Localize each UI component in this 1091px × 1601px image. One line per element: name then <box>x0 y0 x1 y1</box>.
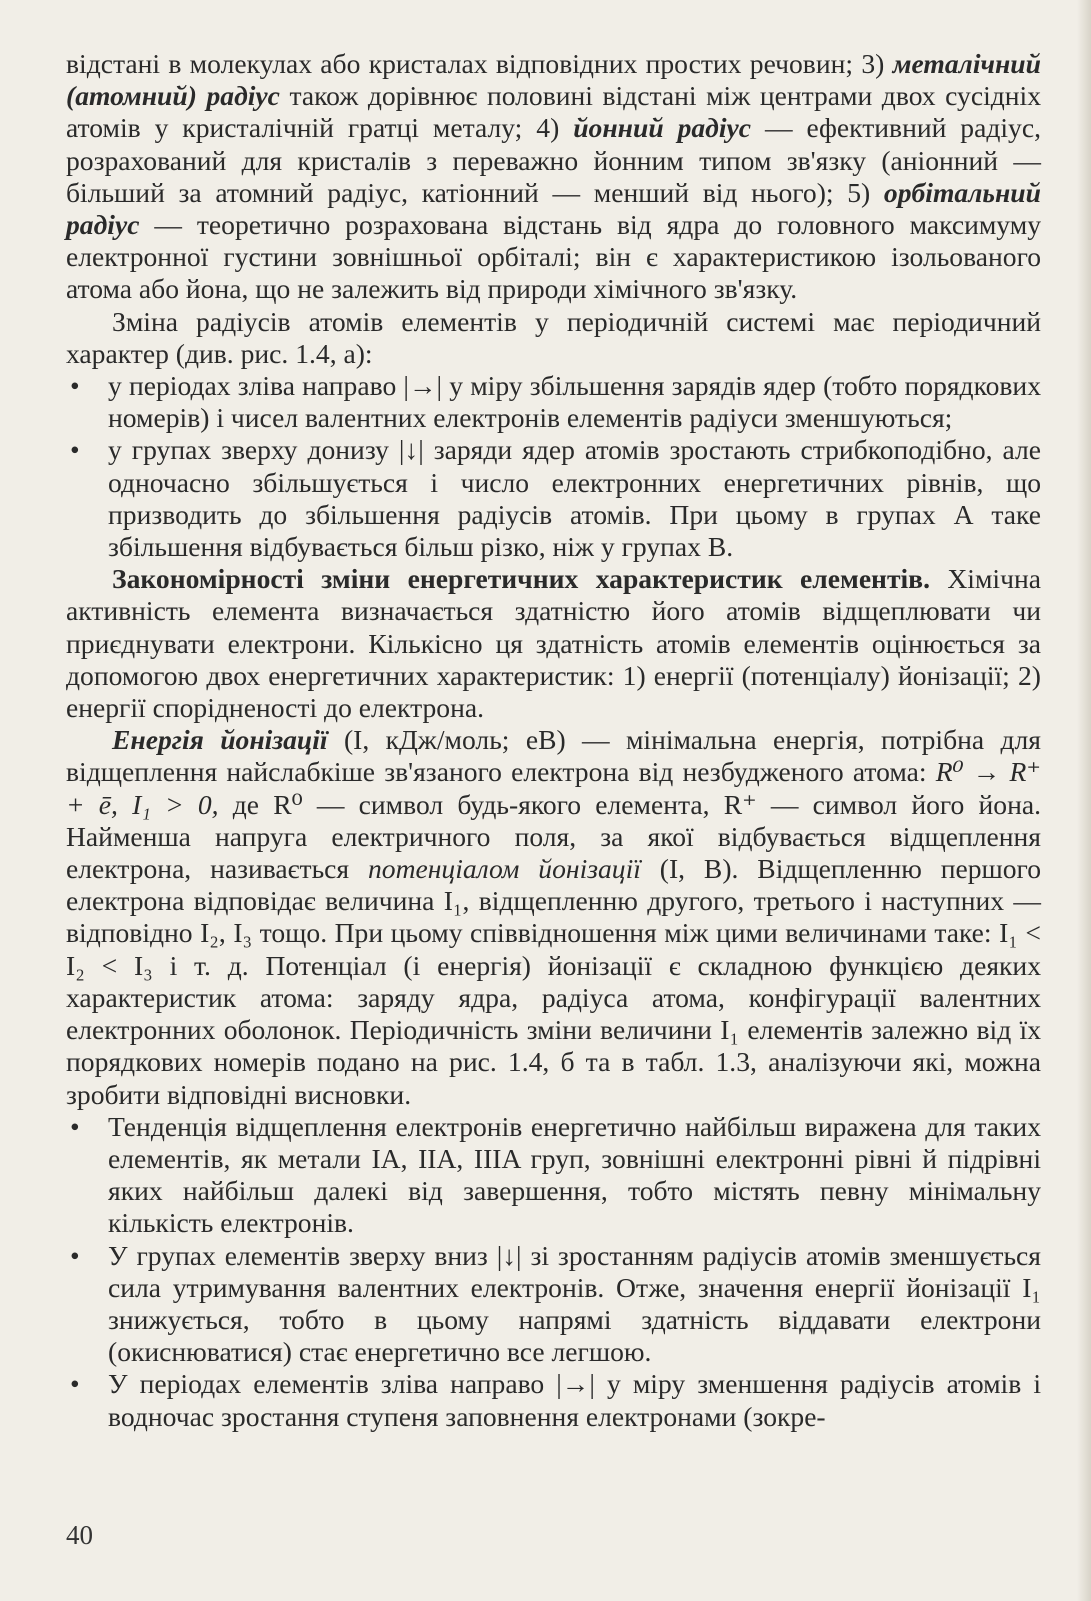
text-span: відстані в молекулах або кристалах відповідних простих речовин; 3) <box>66 48 893 79</box>
bullet-list-radii <box>66 370 1041 563</box>
text-span: також дорівнює половині відстані між центрами двох сусідніх атомів у кристалічній гратці металу; 4) <box>66 80 1042 144</box>
term-ionization-energy: Енергія йонізації <box>112 724 328 756</box>
list-item-text: Тенденція відщеплення електронів енергетично найбільш виражена для таких елементів, як метали IA, IIA, IIIA груп, зовнішні електронні рівні й підрівні яких найбільш далекі від завершення, тобто містять певну мінімальну кількість електронів. <box>108 1110 1041 1239</box>
paragraph-ionization-energy <box>66 724 1041 1110</box>
bullet-icon: • <box>70 1368 80 1400</box>
list-item <box>66 1368 1041 1432</box>
term-metallic-radius: металічний (атомний) радіус <box>66 48 1041 112</box>
term-ionic-radius: йонний радіус <box>573 112 752 144</box>
text-span: (I, В). Відщепленню першого електрона відповідає величина I₁, відщепленню другого, третього і наступних — відповідно I₂, I₃ тощо. При цьому співвідношення між цими величинами таке: I₁ < I₂ < I₃ і т. д. Потенціал (і енергія) йонізації є складною функцією деяких характеристик атома: заряду ядра, радіуса атома, конфігурації валентних електронних оболонок. Періодичність зміни величини I₁ елементів залежно від їх порядкових номерів подано на рис. 1.4, б та в табл. 1.3, аналізуючи які, можна зробити відповідні висновки. <box>66 853 1041 1110</box>
list-item-text: У групах елементів зверху вниз |↓| зі зростанням радіусів атомів зменшується сила утримування валентних електронів. Отже, значення енергії йонізації I₁ знижується, тобто в цьому напрямі здатність віддавати електрони (окиснюватися) стає енергетично все легшою. <box>108 1239 1041 1368</box>
bullet-icon: • <box>70 370 80 402</box>
list-item <box>66 370 1041 434</box>
section-heading: Закономірності зміни енергетичних характеристик елементів. <box>112 563 930 595</box>
list-item <box>66 1240 1041 1369</box>
bullet-list-conclusions <box>66 1111 1041 1433</box>
list-item <box>66 434 1041 563</box>
text-span: Хімічна активність елемента визначається здатністю його атомів відщеплювати чи приєднувати електрони. Кількісно ця здатність атомів елементів оцінюється за допомогою двох енергетичних характеристик: 1) енергії (потенціалу) йонізації; 2) енергії спорідненості до електрона. <box>66 563 1041 724</box>
bullet-icon: • <box>70 1110 80 1142</box>
paragraph-radii-types <box>66 48 1041 306</box>
ionization-formula: R⁰ → R⁺ + ē, I₁ > 0, <box>66 756 1041 820</box>
text-span: — ефективний радіус, розрахований для кристалів з переважно йонним типом зв'язку (аніонний — більший за атомний радіус, катіонний — менший від нього); 5) <box>66 112 1041 208</box>
list-item <box>66 1111 1041 1240</box>
page-body <box>66 48 1041 1433</box>
bullet-icon: • <box>70 1239 80 1271</box>
text-span: де R⁰ — символ будь-якого елемента, R⁺ — символ його йона. Найменша напруга електричного поля, за якої відбувається відщеплення електрона, називається <box>66 788 1041 885</box>
list-item-text: у періодах зліва направо |→| у міру збільшення зарядів ядер (тобто порядкових номерів) і чисел валентних електронів елементів радіуси зменшуються; <box>108 370 1041 434</box>
text-span: (I, кДж/моль; еВ) — мінімальна енергія, потрібна для відщеплення найслабкіше зв'язаного електрона від незбудженого атома: <box>66 724 1042 788</box>
bullet-icon: • <box>70 434 80 466</box>
term-orbital-radius: орбітальний радіус <box>66 176 1041 241</box>
page-edge-shadow <box>1077 0 1091 1601</box>
list-item-text: у групах зверху донизу |↓| заряди ядер атомів зростають стрибкоподібно, але одночасно збільшується і число електронних енергетичних рівнів, що призводить до збільшення радіусів атомів. При цьому в групах А таке збільшення відбувається більш різко, ніж у групах В. <box>108 434 1041 563</box>
text-span: — теоретично розрахована відстань від ядра до головного максимуму електронної густини зовнішньої орбіталі; він є характеристикою ізольованого атома або йона, що не залежить від природи хімічного зв'язку. <box>66 209 1041 305</box>
term-ionization-potential: потенціалом йонізації <box>367 853 641 885</box>
page-number: 40 <box>66 1520 93 1550</box>
list-item-text: У періодах елементів зліва направо |→| у міру зменшення радіусів атомів і водночас зростання ступеня заповнення електронами (зокре- <box>108 1368 1041 1432</box>
paragraph-radii-periodicity: Зміна радіусів атомів елементів у періодичній системі має періодичний характер (див. рис. 1.4, а): <box>66 305 1041 369</box>
paragraph-energy-characteristics <box>66 563 1041 724</box>
